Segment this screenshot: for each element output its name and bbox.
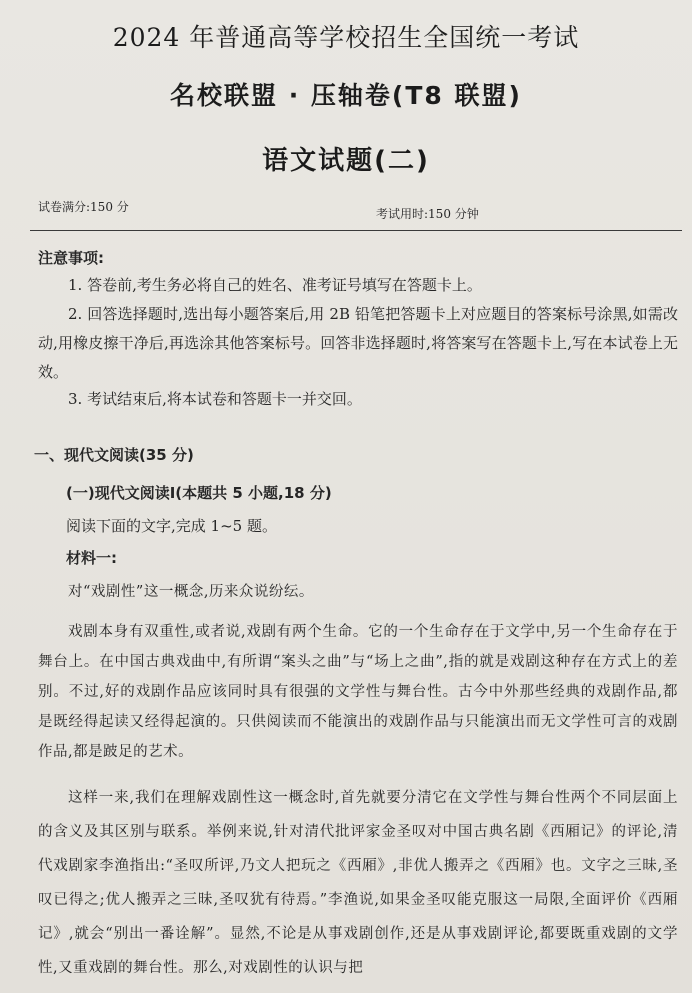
header-divider: [30, 230, 682, 231]
body-paragraph-3: 这样一来,我们在理解戏剧性这一概念时,首先就要分清它在文学性与舞台性两个不同层面上的含义及其区别与联系。举例来说,针对清代批评家金圣叹对中国古典名剧《西厢记》的评论,清代戏剧家李渔指出:“圣叹所评,乃文人把玩之《西厢》,非优人搬弄之《西厢》也。文字之三昧,圣叹已得之;优人搬弄之三昧,圣叹犹有待焉。”李渔说,如果金圣叹能克服这一局限,全面评价《西厢记》,就会“别出一番诠解”。显然,不论是从事戏剧创作,还是从事戏剧评论,都要既重戏剧的文学性,又重戏剧的舞台性。那么,对戏剧性的认识与把: [38, 790, 678, 976]
notice-item-3: 3. 考试结束后,将本试卷和答题卡一并交回。: [68, 390, 362, 408]
body-paragraph-1: 对“戏剧性”这一概念,历来众说纷纭。: [68, 584, 314, 600]
material-label: 材料一:: [66, 549, 117, 567]
section-heading: 一、现代文阅读(35 分): [34, 446, 194, 464]
exam-title: 2024 年普通高等学校招生全国统一考试: [112, 23, 580, 52]
subject-title: 语文试题(二): [262, 146, 430, 176]
notice-item-2: 2. 回答选择题时,选出每小题答案后,用 2B 铅笔把答题卡上对应题目的答案标号涂黑,如需改动,用橡皮擦干净后,再选涂其他答案标号。回答非选择题时,将答案写在答题卡上,写在本试卷上无效。: [38, 305, 678, 381]
notice-heading: 注意事项:: [38, 249, 104, 267]
subsection-heading: (一)现代文阅读Ⅰ(本题共 5 小题,18 分): [66, 484, 332, 502]
reading-instruction: 阅读下面的文字,完成 1~5 题。: [66, 517, 277, 535]
body-paragraph-2: 戏剧本身有双重性,或者说,戏剧有两个生命。它的一个生命存在于文学中,另一个生命存在于舞台上。在中国古典戏曲中,有所谓“案头之曲”与“场上之曲”,指的就是戏剧这种存在方式上的差别。不过,好的戏剧作品应该同时具有很强的文学性与舞台性。古今中外那些经典的戏剧作品,都是既经得起读又经得起演的。只供阅读而不能演出的戏剧作品与只能演出而无文学性可言的戏剧作品,都是跛足的艺术。: [38, 624, 678, 760]
full-score: 试卷满分:150 分: [38, 200, 129, 214]
time-limit: 考试用时:150 分钟: [376, 207, 479, 221]
notice-item-1: 1. 答卷前,考生务必将自己的姓名、准考证号填写在答题卡上。: [68, 276, 482, 294]
exam-subtitle: 名校联盟 · 压轴卷(T8 联盟): [170, 81, 522, 110]
